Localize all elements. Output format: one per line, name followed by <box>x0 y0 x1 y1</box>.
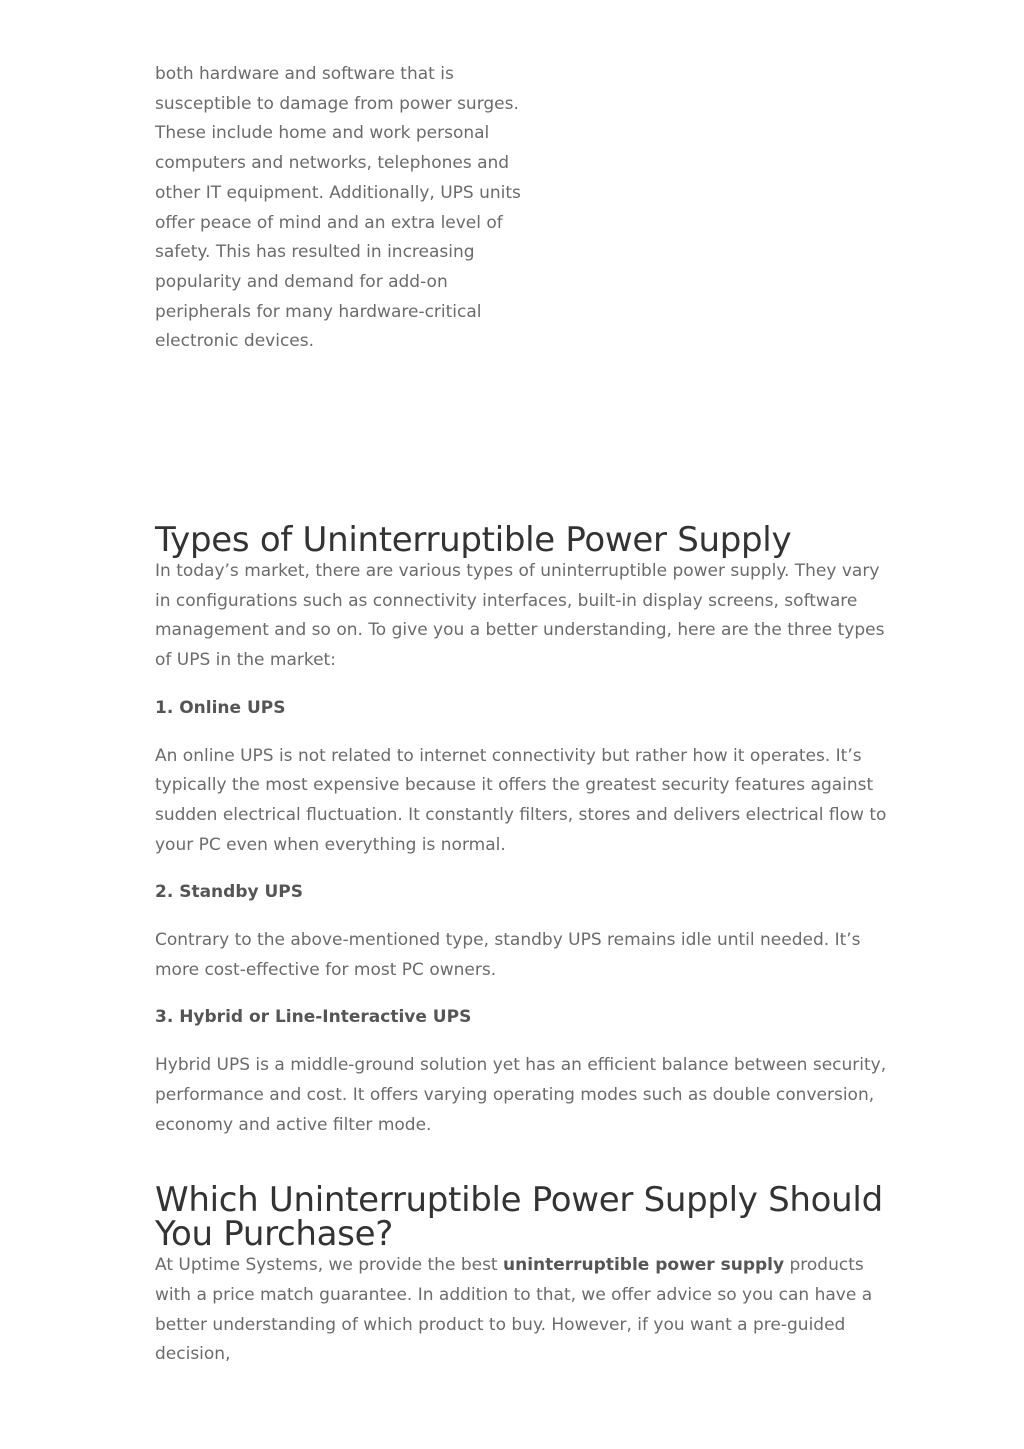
types-heading: Types of Uninterruptible Power Supply <box>155 520 792 561</box>
which-ups-heading: Which Uninterruptible Power Supply Should You Purchase? <box>155 1180 883 1255</box>
which-text-before: At Uptime Systems, we provide the best <box>155 1255 503 1276</box>
ups-keyword: uninterruptible power supply <box>503 1255 785 1276</box>
which-text-after: products with a price match guarantee. In addition to that, we offer advice so you can have a better understanding of which product to buy. However, if you want a pre-guided decision, <box>155 1255 873 1365</box>
online-ups-title: 1. Online UPS <box>155 697 286 718</box>
article-content <box>155 60 900 1370</box>
intro-paragraph: both hardware and software that is susceptible to damage from power surges. These include home and work personal computers and networks, telephones and other IT equipment. Additionally, UPS units offer peace of mind and an extra level of safety. This has resulted in increasing popularity and demand for add-on peripherals for many hardware-critical electronic devices. <box>155 64 521 352</box>
which-ups-paragraph <box>155 1251 900 1370</box>
online-ups-paragraph: An online UPS is not related to internet connectivity but rather how it operates. It’s typically the most expensive because it offers the greatest security features against sudden electrical fluctuation. It constantly filters, stores and delivers electrical flow to your PC even when everything is normal. <box>155 745 887 855</box>
hybrid-ups-title: 3. Hybrid or Line-Interactive UPS <box>155 1007 472 1028</box>
standby-ups-title: 2. Standby UPS <box>155 882 303 903</box>
hybrid-ups-paragraph: Hybrid UPS is a middle-ground solution yet has an efficient balance between security, performance and cost. It offers varying operating modes such as double conversion, economy and active filter mode. <box>155 1055 887 1135</box>
types-intro-paragraph: In today’s market, there are various types of uninterruptible power supply. They vary in configurations such as connectivity interfaces, built-in display screens, software management and so on. To give you a better understanding, here are the three types of UPS in the market: <box>155 561 885 671</box>
standby-ups-paragraph: Contrary to the above-mentioned type, standby UPS remains idle until needed. It’s more cost-effective for most PC owners. <box>155 930 861 980</box>
